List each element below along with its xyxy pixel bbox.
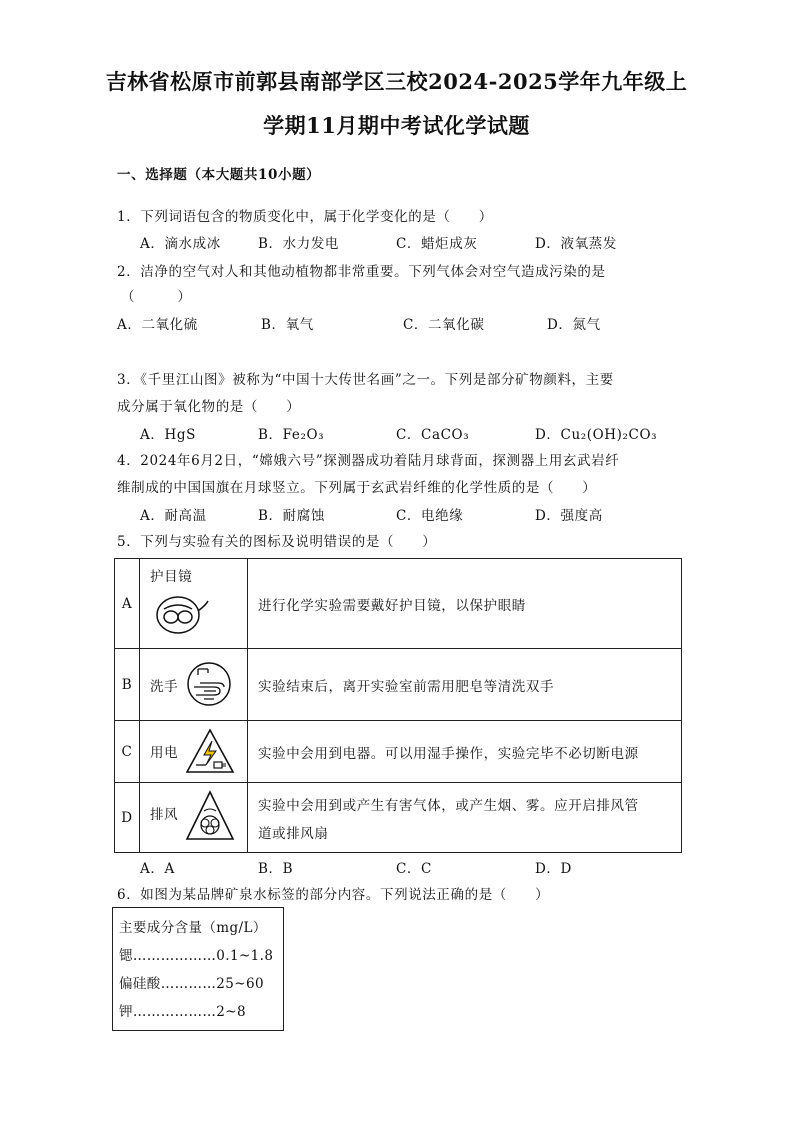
question-5-stem: 5．下列与实验有关的图标及说明错误的是（ ）	[117, 534, 437, 550]
safety-icon-table	[114, 558, 682, 853]
q3-option-b: B．Fe₂O₃	[258, 427, 325, 443]
question-4-stem: 4．2024年6月2日，“嫦娥六号”探测器成功着陆月球背面，探测器上用玄武岩纤	[117, 453, 620, 469]
hand-wash-icon	[184, 661, 234, 707]
q3-option-a: A．HgS	[140, 427, 196, 443]
question-4-stem-line2: 维制成的中国国旗在月球竖立。下列属于玄武岩纤维的化学性质的是（ ）	[117, 480, 597, 496]
q2-option-a: A．二氧化硫	[117, 317, 198, 333]
question-3-stem-line2: 成分属于氧化物的是（ ）	[117, 399, 301, 415]
q4-option-b: B．耐腐蚀	[258, 508, 325, 524]
question-2-stem: 2．洁净的空气对人和其他动植物都非常重要。下列气体会对空气造成污染的是	[117, 264, 606, 280]
label-header: 主要成分含量（mg/L）	[119, 920, 267, 936]
question-2-stem-line2: （ ）	[121, 289, 192, 305]
table-row	[115, 649, 682, 721]
label-line: 钾………………2~8	[119, 1004, 246, 1020]
question-1-stem: 1．下列词语包含的物质变化中，属于化学变化的是（ ）	[117, 209, 493, 225]
q2-option-c: C．二氧化碳	[403, 317, 485, 333]
row-label: D	[115, 783, 140, 853]
table-row	[115, 783, 682, 853]
row-label: A	[115, 559, 140, 649]
row-description: 实验结束后，离开实验室前需用肥皂等清洗双手	[248, 649, 682, 721]
icon-caption: 用电	[150, 745, 179, 761]
mineral-water-label	[112, 907, 284, 1031]
label-line: 偏硅酸…………25~60	[119, 976, 264, 992]
row-description: 进行化学实验需要戴好护目镜，以保护眼睛	[248, 559, 682, 649]
q5-option-d: D．D	[535, 861, 572, 877]
row-description	[248, 783, 682, 853]
goggles-icon	[154, 591, 210, 635]
row-description-line2: 道或排风扇	[258, 825, 329, 842]
ventilation-icon	[184, 789, 236, 843]
row-description-line1: 实验中会用到或产生有害气体，或产生烟、雾。应开启排风管	[258, 797, 639, 814]
q3-option-d: D．Cu₂(OH)₂CO₃	[535, 427, 658, 443]
q1-option-d: D．液氧蒸发	[535, 236, 617, 252]
q1-option-c: C．蜡炬成灰	[396, 236, 478, 252]
label-line: 锶………………0.1~1.8	[119, 948, 274, 964]
table-row	[115, 559, 682, 649]
icon-caption: 洗手	[150, 679, 179, 695]
icon-caption: 排风	[150, 807, 179, 823]
q5-option-c: C．C	[396, 861, 432, 877]
q4-option-c: C．电绝缘	[396, 508, 464, 524]
q2-option-b: B．氧气	[261, 317, 314, 333]
section-heading: 一、选择题（本大题共10小题）	[117, 167, 321, 183]
question-6-stem: 6．如图为某品牌矿泉水标签的部分内容。下列说法正确的是（ ）	[117, 887, 550, 903]
table-row	[115, 721, 682, 783]
q2-option-d: D．氮气	[547, 317, 601, 333]
q4-option-d: D．强度高	[535, 508, 603, 524]
q5-option-a: A．A	[140, 861, 175, 877]
q1-option-b: B．水力发电	[258, 236, 340, 252]
row-description: 实验中会用到电器。可以用湿手操作，实验完毕不必切断电源	[248, 721, 682, 783]
icon-caption: 护目镜	[150, 569, 193, 585]
page-title: 吉林省松原市前郭县南部学区三校2024-2025学年九年级上	[105, 69, 688, 94]
electricity-icon	[184, 727, 236, 775]
q1-option-a: A．滴水成冰	[140, 236, 221, 252]
q3-option-c: C．CaCO₃	[396, 427, 470, 443]
row-label: B	[115, 649, 140, 721]
page-title-line2: 学期11月期中考试化学试题	[263, 113, 530, 138]
row-label: C	[115, 721, 140, 783]
q5-option-b: B．B	[258, 861, 294, 877]
q4-option-a: A．耐高温	[140, 508, 207, 524]
question-3-stem: 3．《千里江山图》被称为“中国十大传世名画”之一。下列是部分矿物颜料，主要	[117, 372, 614, 388]
